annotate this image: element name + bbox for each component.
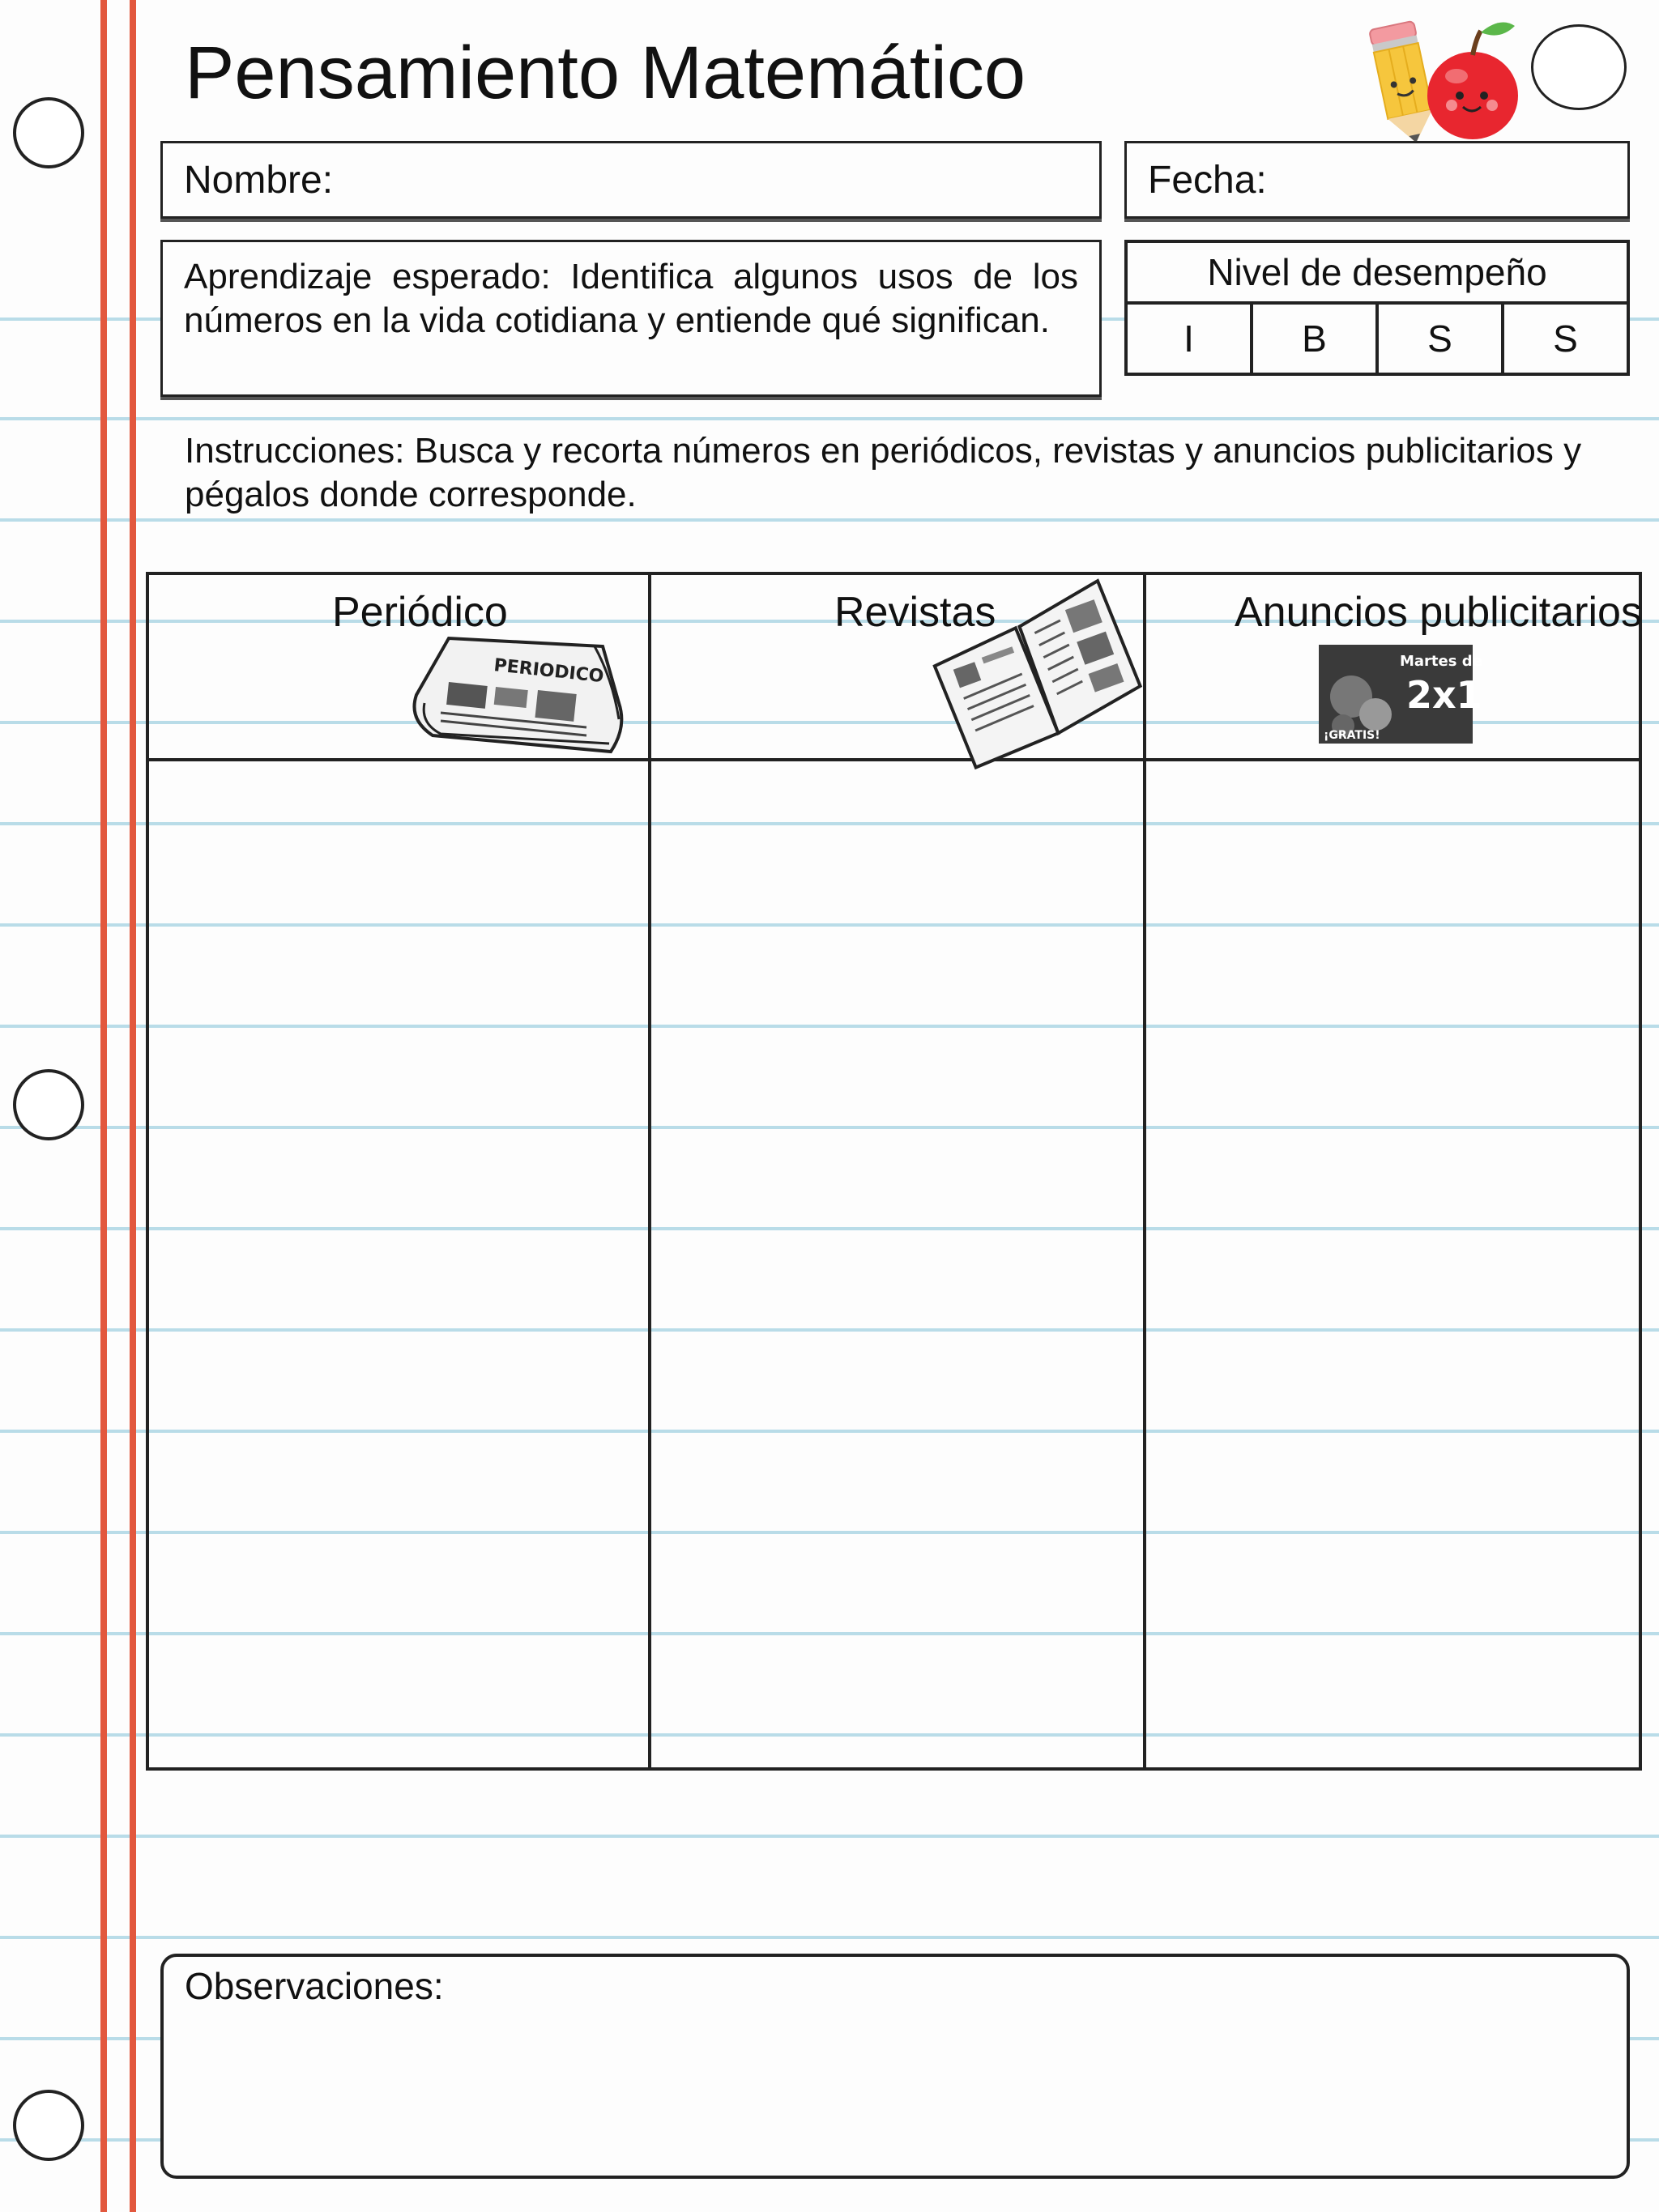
binder-hole	[13, 2090, 84, 2161]
observations-box[interactable]	[160, 1954, 1630, 2179]
page-title: Pensamiento Matemático	[185, 32, 1026, 114]
instructions-text: Instrucciones: Busca y recorta números en periódicos, revistas y anuncios publicitarios y pégalos donde corresponde.	[185, 431, 1582, 514]
ad-headline: Martes de	[1400, 653, 1482, 670]
ruled-line	[0, 1835, 1659, 1838]
observations-label: Observaciones:	[185, 1965, 444, 2007]
cutout-table	[146, 572, 1642, 1771]
column-header-anuncios: Anuncios publicitarios	[1235, 589, 1642, 636]
margin-line	[100, 0, 107, 2212]
date-field[interactable]	[1124, 141, 1630, 219]
ruled-line	[0, 518, 1659, 522]
date-label: Fecha:	[1148, 159, 1267, 202]
advertisement-icon	[1319, 645, 1482, 744]
ad-footer: ¡GRATIS!	[1324, 729, 1380, 742]
header-divider	[149, 758, 1639, 761]
name-field[interactable]	[160, 141, 1102, 219]
magazine-icon	[927, 583, 1145, 761]
name-label: Nombre:	[184, 159, 334, 202]
margin-line	[130, 0, 136, 2212]
binder-hole	[13, 97, 84, 168]
ruled-line	[0, 417, 1659, 420]
pencil-apple-icon	[1363, 8, 1533, 146]
ad-offer: 2x1	[1406, 673, 1482, 717]
binder-hole	[13, 1069, 84, 1140]
performance-level-cell[interactable]: S	[1379, 305, 1504, 376]
newspaper-caption: PERIODICO	[493, 655, 605, 688]
ruled-line	[0, 1936, 1659, 1939]
column-header-revistas: Revistas	[834, 589, 996, 636]
performance-level-row	[1128, 305, 1627, 376]
performance-level-cell[interactable]: B	[1253, 305, 1379, 376]
learning-objective-text: Aprendizaje esperado: Identifica algunos usos de los números en la vida cotidiana y entiende qué significan.	[184, 257, 1078, 340]
performance-level-cell[interactable]: I	[1128, 305, 1253, 376]
grade-circle	[1531, 24, 1627, 110]
performance-level-table	[1124, 240, 1630, 376]
learning-objective-box	[160, 240, 1102, 397]
column-header-periodico: Periódico	[332, 589, 508, 636]
performance-level-heading: Nivel de desempeño	[1128, 243, 1627, 305]
performance-level-cell[interactable]: S	[1553, 318, 1578, 360]
newspaper-icon	[400, 630, 635, 757]
